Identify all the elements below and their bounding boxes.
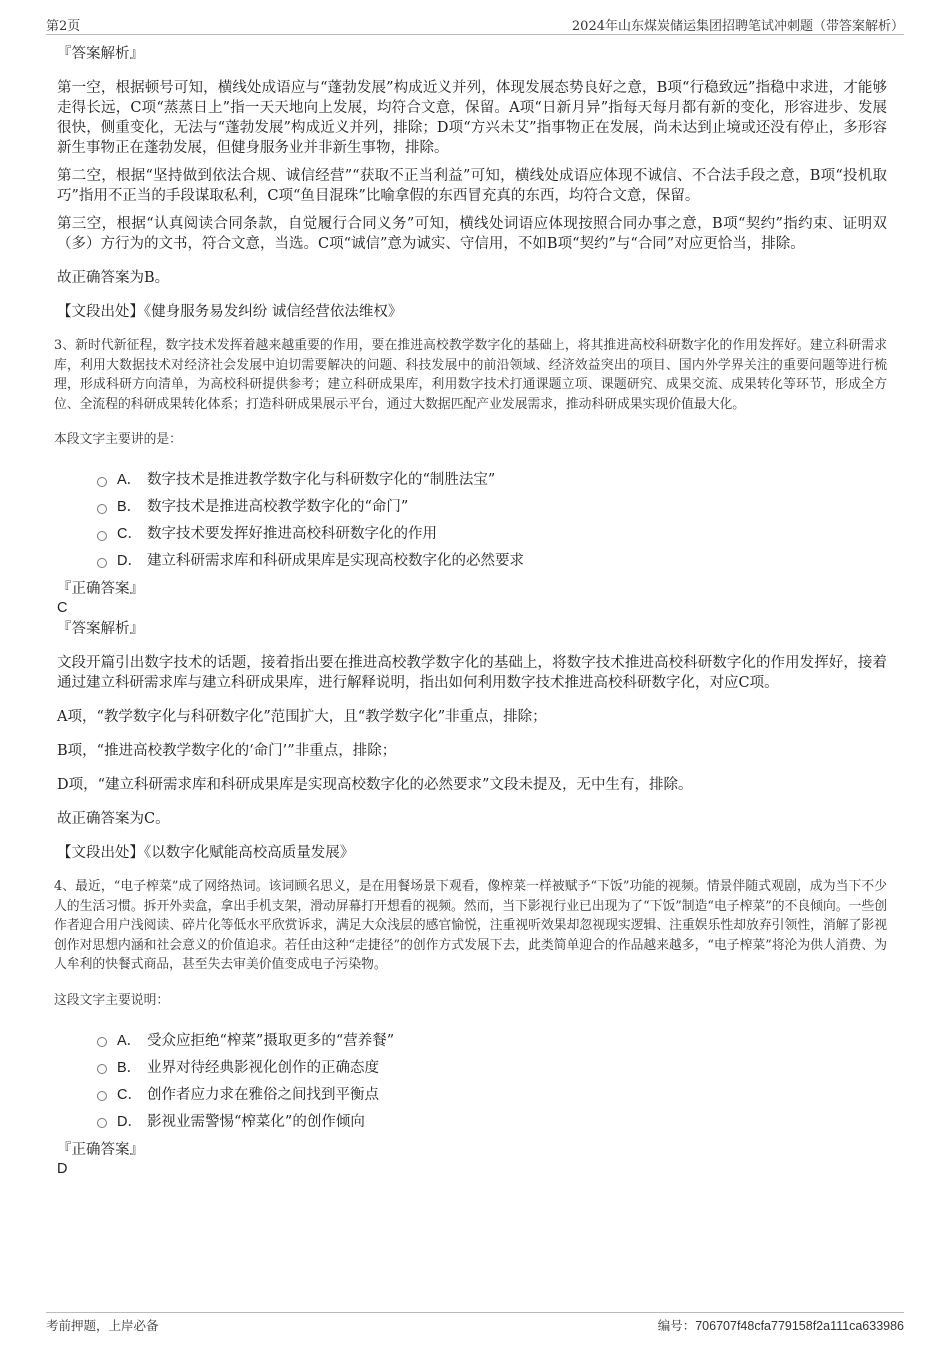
document-title: 2024年山东煤炭储运集团招聘笔试冲刺题（带答案解析）: [571, 19, 904, 34]
analysis-paragraph: A项，“教学数字化与科研数字化”范围扩大，且“教学数字化”非重点，排除；: [57, 709, 547, 725]
page-number: 第2页: [46, 19, 81, 34]
correct-answer: D: [57, 1160, 68, 1177]
option-b[interactable]: [97, 1053, 887, 1080]
analysis-paragraph: 文段开篇引出数字技术的话题，接着指出要在推进高校教学数字化的基础上，将数字技术推进高校科研数字化的作用发挥好，接着通过建立科研需求库与建立科研成果库，进行解释说明，指出如何利用数字技术推进高校科研数字化，对应C项。: [57, 655, 887, 691]
radio-icon[interactable]: [97, 1064, 107, 1074]
option-a[interactable]: [97, 465, 887, 492]
analysis-paragraph: D项，“建立科研需求库和科研成果库是实现高校数字化的必然要求”文段未提及，无中生有，排除。: [57, 777, 693, 793]
options-list: [97, 1026, 887, 1134]
radio-icon[interactable]: [97, 1091, 107, 1101]
code-value: 706707f48cfa779158f2a111ca633986: [695, 1319, 904, 1333]
analysis-heading: 『答案解析』: [57, 46, 144, 62]
analysis-paragraph: 第二空，根据“坚持做到依法合规、诚信经营”“获取不正当利益”可知，横线处成语应体现不诚信、不合法手段之意，B项“投机取巧”指用不正当的手段谋取私利，C项“鱼目混珠”比喻拿假的东西冒充真的东西，均符合文意，保留。: [57, 168, 887, 204]
option-text: 数字技术是推进教学数字化与科研数字化的“制胜法宝”: [147, 472, 496, 488]
conclusion: 故正确答案为C。: [57, 811, 170, 827]
radio-icon[interactable]: [97, 1037, 107, 1047]
option-letter: B．: [117, 499, 142, 515]
correct-answer: C: [57, 600, 68, 616]
page-header: [46, 14, 904, 35]
document-code: [658, 1316, 904, 1334]
option-text: 数字技术是推进高校教学数字化的“命门”: [147, 499, 409, 515]
source-citation: 【文段出处】《以数字化赋能高校高质量发展》: [57, 845, 355, 861]
analysis-heading: 『答案解析』: [57, 621, 144, 637]
question-prompt: 本段文字主要讲的是：: [54, 432, 182, 447]
analysis-paragraph: 第一空，根据顿号可知，横线处成语应与“蓬勃发展”构成近义并列，体现发展态势良好之意，B项“行稳致远”指稳中求进，才能够走得长远，C项“蒸蒸日上”指一天天地向上发展，均符合文意，保留。A项“日新月异”指每天每月都有新的变化，形容进步、发展很快，侧重变化，无法与“蓬勃发展”构成近义并列，排除；D项“方兴未艾”指事物正在发展，尚未达到止境或还没有停止，多形容新生事物正在蓬勃发展，但健身服务业并非新生事物，排除。: [57, 80, 887, 156]
question-stem: 3、新时代新征程，数字技术发挥着越来越重要的作用，要在推进高校教学数字化的基础上，将其推进高校科研数字化的作用发挥好。建立科研需求库，利用大数据技术对经济社会发展中迫切需要解决的问题、科技发展中的前沿领域、经济效益突出的项目、国内外学界关注的重要问题等进行梳理，形成科研方向清单，为高校科研提供参考；建立科研成果库，利用数字技术打通课题立项、课题研究、成果交流、成果转化等环节，形成全方位、全流程的科研成果转化体系；打造科研成果展示平台，通过大数据匹配产业发展需求，推动科研成果实现价值最大化。: [54, 338, 887, 412]
option-b[interactable]: [97, 492, 887, 519]
radio-icon[interactable]: [97, 1118, 107, 1128]
radio-icon[interactable]: [97, 504, 107, 514]
footer-slogan: 考前押题，上岸必备: [46, 1318, 159, 1333]
answer-heading: 『正确答案』: [57, 1141, 144, 1158]
option-text: 业界对待经典影视化创作的正确态度: [147, 1059, 379, 1076]
question-prompt: 这段文字主要说明：: [54, 992, 170, 1008]
analysis-paragraph: 第三空，根据“认真阅读合同条款，自觉履行合同义务”可知，横线处词语应体现按照合同办事之意，B项“契约”指约束、证明双（多）方行为的文书，符合文意，当选。C项“诚信”意为诚实、守信用，不如B项“契约”与“合同”对应更恰当，排除。: [57, 216, 887, 252]
option-d[interactable]: [97, 1107, 887, 1134]
option-letter: C．: [117, 1086, 142, 1103]
answer-heading: 『正确答案』: [57, 581, 144, 597]
question-stem: 4、最近，“电子榨菜”成了网络热词。该词顾名思义，是在用餐场景下观看，像榨菜一样被赋予“下饭”功能的视频。情景伴随式观剧，成为当下不少人的生活习惯。拆开外卖盒，拿出手机支架，滑动屏幕打开想看的视频。然而，当下影视行业已出现为了“下饭”制造“电子榨菜”的不良倾向。一些创作者迎合用户浅阅读、碎片化等低水平欣赏诉求，满足大众浅层的感官愉悦，注重视听效果却忽视现实逻辑、注重娱乐性却放弃引领性，消解了影视创作对思想内涵和社会意义的价值追求。若任由这种“走捷径”的创作方式发展下去，此类简单迎合的作品越来越多，“电子榨菜”将沦为供人消费、为人牟利的快餐式商品，甚至失去审美价值变成电子污染物。: [54, 879, 887, 972]
option-d[interactable]: [97, 546, 887, 573]
option-letter: A．: [117, 1032, 142, 1049]
option-text: 建立科研需求库和科研成果库是实现高校数字化的必然要求: [147, 553, 524, 569]
radio-icon[interactable]: [97, 558, 107, 568]
source-citation: 【文段出处】《健身服务易发纠纷 诚信经营依法维权》: [57, 304, 403, 320]
option-text: 创作者应力求在雅俗之间找到平衡点: [147, 1086, 379, 1103]
option-a[interactable]: [97, 1026, 887, 1053]
radio-icon[interactable]: [97, 477, 107, 487]
option-c[interactable]: [97, 519, 887, 546]
options-list: [97, 465, 887, 573]
option-letter: D．: [117, 553, 142, 569]
option-text: 受众应拒绝“榨菜”摄取更多的“营养餐”: [147, 1032, 395, 1049]
page-footer: [46, 1312, 904, 1335]
option-letter: B．: [117, 1059, 142, 1076]
code-label: 编号：: [657, 1319, 696, 1333]
option-text: 数字技术要发挥好推进高校科研数字化的作用: [147, 526, 437, 542]
radio-icon[interactable]: [97, 531, 107, 541]
conclusion: 故正确答案为B。: [57, 270, 170, 286]
option-text: 影视业需警惕“榨菜化”的创作倾向: [147, 1113, 365, 1130]
analysis-paragraph: B项，“推进高校教学数字化的‘命门’”非重点，排除；: [57, 743, 397, 759]
page-content: [54, 44, 887, 1178]
option-letter: C．: [117, 526, 142, 542]
option-c[interactable]: [97, 1080, 887, 1107]
option-letter: D．: [117, 1113, 142, 1130]
option-letter: A．: [117, 472, 142, 488]
